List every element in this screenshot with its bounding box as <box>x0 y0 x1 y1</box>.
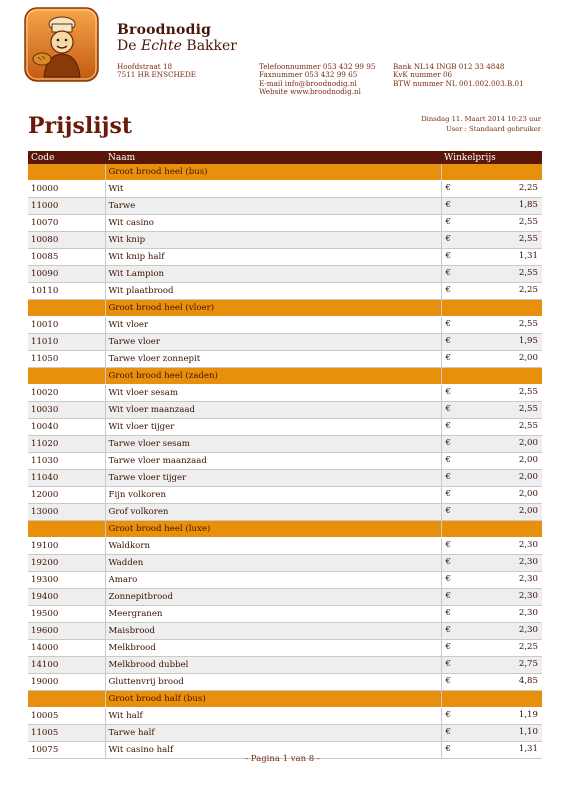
currency-symbol: € <box>445 744 451 754</box>
group-code-cell <box>28 300 105 317</box>
group-row <box>28 521 542 538</box>
product-name: Wit plaatbrood <box>105 283 441 300</box>
group-name: Groot brood heel (vloer) <box>105 300 441 317</box>
group-row <box>28 691 542 708</box>
product-name: Wit casino half <box>105 742 441 759</box>
currency-symbol: € <box>445 387 451 397</box>
company-contact <box>259 63 375 97</box>
document-meta <box>421 115 541 134</box>
product-code: 10000 <box>28 181 105 198</box>
table-row <box>28 640 542 657</box>
price-table <box>28 151 542 759</box>
product-price <box>441 351 542 368</box>
table-row <box>28 181 542 198</box>
product-code: 10085 <box>28 249 105 266</box>
address-line: Hoofdstraat 18 <box>117 62 173 71</box>
price-value: 2,00 <box>518 353 538 363</box>
product-price <box>441 436 542 453</box>
table-row <box>28 572 542 589</box>
product-code: 10110 <box>28 283 105 300</box>
product-name: Tarwe vloer <box>105 334 441 351</box>
product-price <box>441 232 542 249</box>
price-value: 2,75 <box>518 659 538 669</box>
product-name: Tarwe half <box>105 725 441 742</box>
product-code: 11040 <box>28 470 105 487</box>
table-row <box>28 283 542 300</box>
product-price <box>441 419 542 436</box>
product-code: 10010 <box>28 317 105 334</box>
group-name: Groot brood heel (zaden) <box>105 368 441 385</box>
currency-symbol: € <box>445 200 451 210</box>
product-name: Meergranen <box>105 606 441 623</box>
product-price <box>441 215 542 232</box>
product-name: Tarwe vloer maanzaad <box>105 453 441 470</box>
price-value: 1,10 <box>518 727 538 737</box>
table-row <box>28 674 542 691</box>
product-price <box>441 674 542 691</box>
table-header-row <box>28 151 542 164</box>
product-price <box>441 589 542 606</box>
product-name: Amaro <box>105 572 441 589</box>
table-row <box>28 555 542 572</box>
price-value: 2,00 <box>518 489 538 499</box>
website-line: Website www.broodnodig.nl <box>259 87 361 97</box>
email-line: E-mail info@broodnodig.nl <box>259 78 357 88</box>
currency-symbol: € <box>445 574 451 584</box>
product-code: 12000 <box>28 487 105 504</box>
product-price <box>441 657 542 674</box>
product-price <box>441 402 542 419</box>
product-name: Wit vloer tijger <box>105 419 441 436</box>
table-row <box>28 708 542 725</box>
product-code: 19100 <box>28 538 105 555</box>
table-row <box>28 453 542 470</box>
currency-symbol: € <box>445 438 451 448</box>
print-user: User : Standaard gebruiker <box>445 124 541 133</box>
currency-symbol: € <box>445 183 451 193</box>
currency-symbol: € <box>445 642 451 652</box>
product-price <box>441 317 542 334</box>
table-row <box>28 419 542 436</box>
table-row <box>28 402 542 419</box>
product-code: 10080 <box>28 232 105 249</box>
table-row <box>28 215 542 232</box>
price-value: 1,19 <box>518 710 538 720</box>
product-name: Maisbrood <box>105 623 441 640</box>
currency-symbol: € <box>445 234 451 244</box>
group-price-cell <box>441 521 542 538</box>
product-code: 10020 <box>28 385 105 402</box>
product-price <box>441 538 542 555</box>
currency-symbol: € <box>445 455 451 465</box>
product-name: Tarwe vloer tijger <box>105 470 441 487</box>
product-name: Waldkorn <box>105 538 441 555</box>
page-footer: - Pagina 1 van 8 - <box>245 754 320 764</box>
table-row <box>28 334 542 351</box>
price-value: 2,55 <box>518 404 538 414</box>
product-name: Wit casino <box>105 215 441 232</box>
product-price <box>441 708 542 725</box>
group-name: Groot brood heel (luxe) <box>105 521 441 538</box>
table-row <box>28 385 542 402</box>
price-value: 1,85 <box>518 200 538 210</box>
table-row <box>28 538 542 555</box>
product-name: Fijn volkoren <box>105 487 441 504</box>
price-value: 2,30 <box>518 574 538 584</box>
baker-logo <box>24 7 99 82</box>
currency-symbol: € <box>445 591 451 601</box>
table-row <box>28 249 542 266</box>
column-header-naam: Naam <box>105 151 441 164</box>
product-price <box>441 283 542 300</box>
product-name: Wadden <box>105 555 441 572</box>
price-value: 2,25 <box>518 183 538 193</box>
product-code: 19200 <box>28 555 105 572</box>
currency-symbol: € <box>445 540 451 550</box>
table-row <box>28 657 542 674</box>
price-value: 2,00 <box>518 506 538 516</box>
product-code: 10070 <box>28 215 105 232</box>
group-price-cell <box>441 300 542 317</box>
product-code: 10075 <box>28 742 105 759</box>
product-code: 19400 <box>28 589 105 606</box>
currency-symbol: € <box>445 251 451 261</box>
group-row <box>28 164 542 181</box>
currency-symbol: € <box>445 659 451 669</box>
product-code: 10005 <box>28 708 105 725</box>
currency-symbol: € <box>445 625 451 635</box>
product-code: 11005 <box>28 725 105 742</box>
currency-symbol: € <box>445 472 451 482</box>
table-row <box>28 317 542 334</box>
column-header-code: Code <box>28 151 105 164</box>
price-value: 4,85 <box>518 676 538 686</box>
price-value: 2,30 <box>518 557 538 567</box>
product-code: 11050 <box>28 351 105 368</box>
group-name: Groot brood heel (bus) <box>105 164 441 181</box>
table-row <box>28 351 542 368</box>
price-value: 2,25 <box>518 642 538 652</box>
product-name: Zonnepitbrood <box>105 589 441 606</box>
price-value: 2,00 <box>518 438 538 448</box>
product-name: Tarwe vloer zonnepit <box>105 351 441 368</box>
table-row <box>28 470 542 487</box>
currency-symbol: € <box>445 608 451 618</box>
currency-symbol: € <box>445 336 451 346</box>
group-price-cell <box>441 164 542 181</box>
product-code: 10030 <box>28 402 105 419</box>
table-row <box>28 589 542 606</box>
product-price <box>441 249 542 266</box>
currency-symbol: € <box>445 727 451 737</box>
product-price <box>441 181 542 198</box>
product-code: 11030 <box>28 453 105 470</box>
price-value: 2,30 <box>518 608 538 618</box>
product-name: Tarwe <box>105 198 441 215</box>
company-address <box>117 63 196 80</box>
company-brand <box>117 22 237 54</box>
table-row <box>28 266 542 283</box>
product-price <box>441 555 542 572</box>
product-name: Wit vloer sesam <box>105 385 441 402</box>
currency-symbol: € <box>445 404 451 414</box>
product-code: 19000 <box>28 674 105 691</box>
product-code: 11020 <box>28 436 105 453</box>
btw-line: BTW nummer NL 001.002.003.B.01 <box>393 78 524 88</box>
price-value: 2,30 <box>518 540 538 550</box>
product-name: Wit knip half <box>105 249 441 266</box>
table-row <box>28 232 542 249</box>
group-code-cell <box>28 691 105 708</box>
product-price <box>441 198 542 215</box>
table-row <box>28 725 542 742</box>
price-value: 2,00 <box>518 455 538 465</box>
product-name: Wit knip <box>105 232 441 249</box>
product-name: Wit half <box>105 708 441 725</box>
product-price <box>441 606 542 623</box>
column-header-price: Winkelprijs <box>441 151 542 164</box>
product-name: Gluttenvrij brood <box>105 674 441 691</box>
price-value: 1,31 <box>518 251 538 261</box>
product-price <box>441 572 542 589</box>
table-row <box>28 606 542 623</box>
product-code: 13000 <box>28 504 105 521</box>
product-price <box>441 470 542 487</box>
product-name: Melkbrood <box>105 640 441 657</box>
product-name: Wit vloer <box>105 317 441 334</box>
product-price <box>441 623 542 640</box>
price-value: 2,55 <box>518 421 538 431</box>
product-name: Wit Lampion <box>105 266 441 283</box>
product-price <box>441 453 542 470</box>
product-price <box>441 385 542 402</box>
price-value: 2,30 <box>518 591 538 601</box>
product-price <box>441 504 542 521</box>
product-price <box>441 640 542 657</box>
product-code: 10090 <box>28 266 105 283</box>
currency-symbol: € <box>445 557 451 567</box>
product-code: 10040 <box>28 419 105 436</box>
product-price <box>441 725 542 742</box>
product-name: Wit <box>105 181 441 198</box>
group-price-cell <box>441 368 542 385</box>
currency-symbol: € <box>445 217 451 227</box>
product-name: Wit vloer maanzaad <box>105 402 441 419</box>
product-code: 14100 <box>28 657 105 674</box>
currency-symbol: € <box>445 676 451 686</box>
currency-symbol: € <box>445 421 451 431</box>
product-code: 19600 <box>28 623 105 640</box>
currency-symbol: € <box>445 710 451 720</box>
company-bank <box>393 63 524 88</box>
phone-line: Telefoonnummer 053 432 99 95 <box>259 62 376 71</box>
group-code-cell <box>28 521 105 538</box>
kvk-line: KvK nummer 06 <box>393 70 453 80</box>
product-name: Melkbrood dubbel <box>105 657 441 674</box>
print-date: Dinsdag 11. Maart 2014 10:23 uur <box>421 115 541 123</box>
price-value: 2,55 <box>518 234 538 244</box>
group-code-cell <box>28 164 105 181</box>
currency-symbol: € <box>445 319 451 329</box>
currency-symbol: € <box>445 489 451 499</box>
price-value: 2,55 <box>518 319 538 329</box>
currency-symbol: € <box>445 353 451 363</box>
fax-line: Faxnummer 053 432 99 65 <box>259 70 358 80</box>
group-name: Groot brood half (bus) <box>105 691 441 708</box>
product-name: Tarwe vloer sesam <box>105 436 441 453</box>
group-row <box>28 368 542 385</box>
product-code: 19500 <box>28 606 105 623</box>
bank-line: Bank NL14 INGB 012 33 4848 <box>393 62 505 71</box>
price-value: 2,00 <box>518 472 538 482</box>
price-value: 2,25 <box>518 285 538 295</box>
product-code: 11000 <box>28 198 105 215</box>
page-title: Prijslijst <box>28 113 133 139</box>
table-row <box>28 198 542 215</box>
price-value: 1,31 <box>518 744 538 754</box>
price-value: 2,55 <box>518 268 538 278</box>
group-code-cell <box>28 368 105 385</box>
table-row <box>28 504 542 521</box>
table-row <box>28 487 542 504</box>
product-price <box>441 487 542 504</box>
group-row <box>28 300 542 317</box>
product-price <box>441 266 542 283</box>
product-code: 11010 <box>28 334 105 351</box>
company-tagline: De Echte Bakker <box>117 38 237 54</box>
table-row <box>28 436 542 453</box>
address-line: 7511 HR ENSCHEDE <box>117 70 197 80</box>
product-name: Grof volkoren <box>105 504 441 521</box>
company-name: Broodnodig <box>117 22 212 38</box>
product-code: 19300 <box>28 572 105 589</box>
currency-symbol: € <box>445 268 451 278</box>
price-value: 2,55 <box>518 387 538 397</box>
group-price-cell <box>441 691 542 708</box>
product-price <box>441 334 542 351</box>
price-value: 1,95 <box>518 336 538 346</box>
price-value: 2,55 <box>518 217 538 227</box>
price-value: 2,30 <box>518 625 538 635</box>
currency-symbol: € <box>445 506 451 516</box>
product-code: 14000 <box>28 640 105 657</box>
table-row <box>28 623 542 640</box>
currency-symbol: € <box>445 285 451 295</box>
